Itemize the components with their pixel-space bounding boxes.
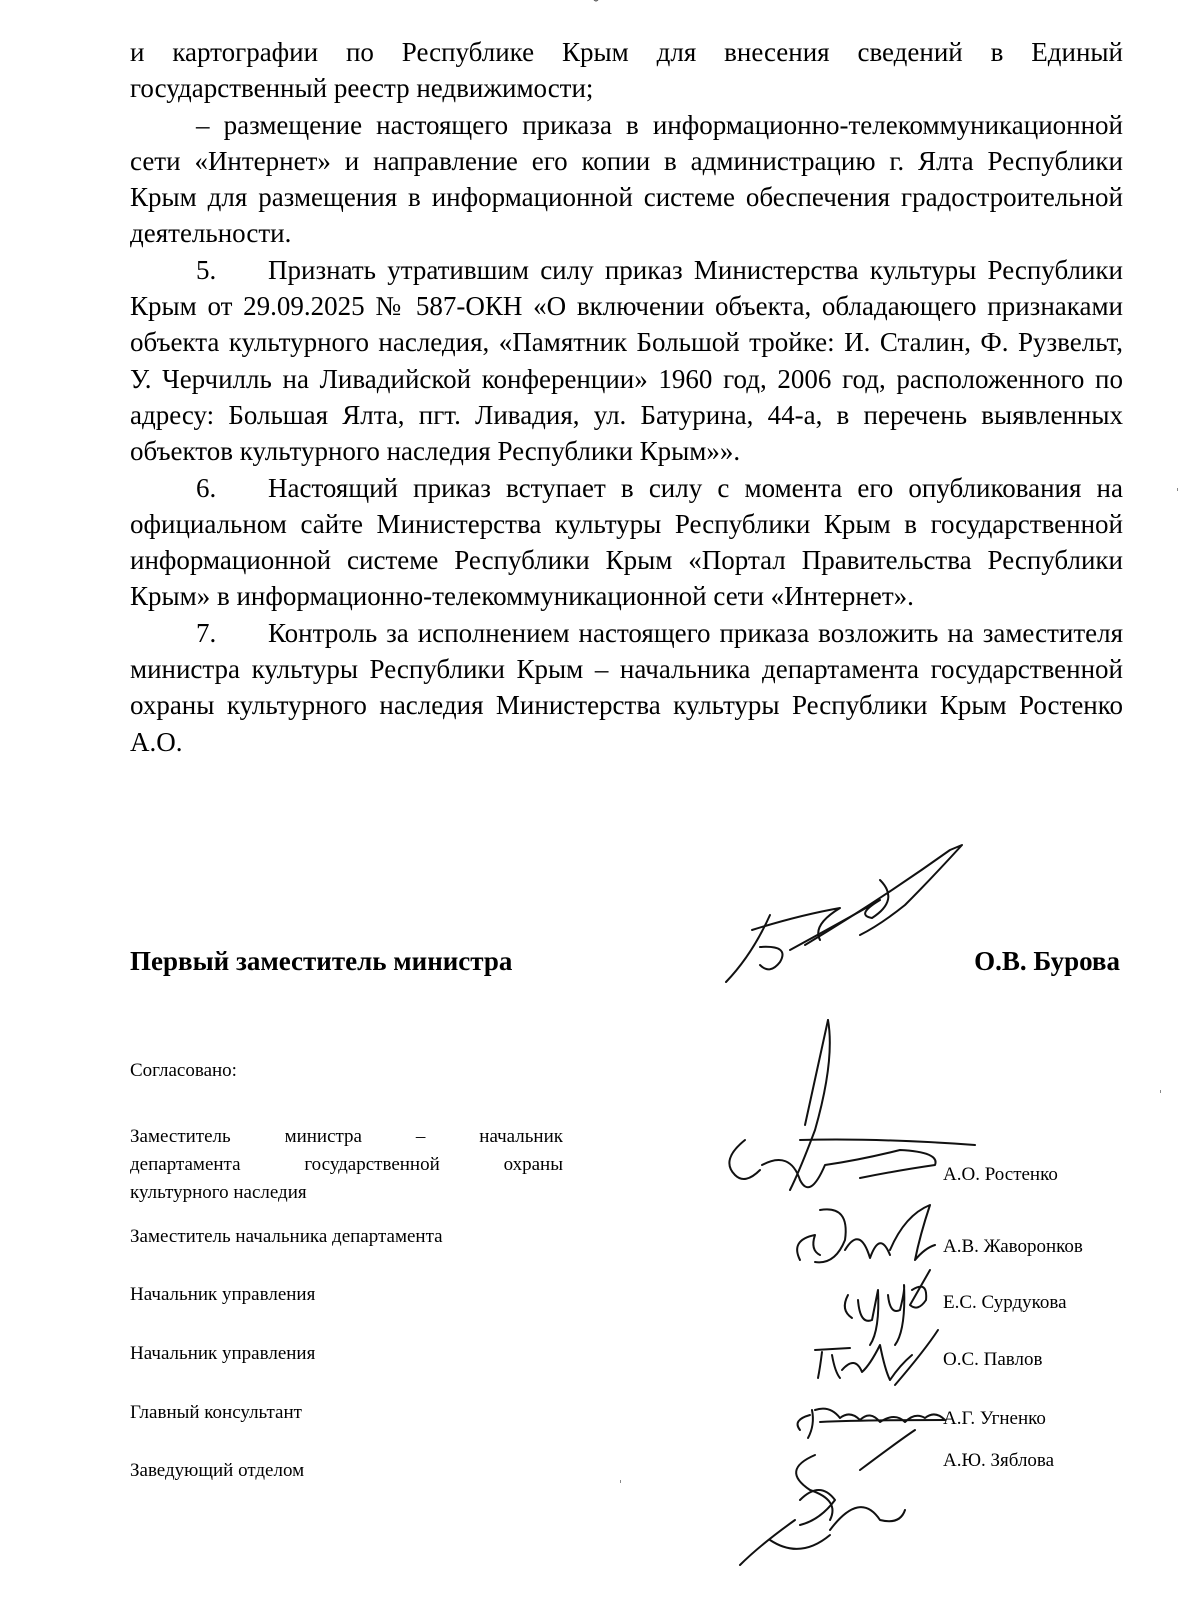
approver-position (130, 1123, 563, 1207)
item-number: 5. (196, 254, 217, 285)
approver-name: А.Ю. Зяблова (943, 1450, 1055, 1471)
signature-burova (726, 845, 962, 982)
paragraph-internet-publication: – размещение настоящего приказа в информационно-телекоммуникационной сети «Интернет» и направление его копии в администрацию г. Ялта Республики Крым для размещения в информационной системе обеспечения градостроительной деятельности. (130, 109, 1123, 249)
position-line: культурного наследия (130, 1182, 307, 1203)
item-number: 7. (196, 617, 217, 648)
item-text: Настоящий приказ вступает в силу с момента его опубликования на официальном сайте Министерства культуры Республики Крым в государственной информационной системе Республики Крым «Портал Правительства Республики Крым» в информационно-телекоммуникационной сети «Интернет». (130, 472, 1123, 612)
approver-position: Заместитель начальника департамента (130, 1226, 443, 1247)
position-word: начальник (479, 1126, 563, 1147)
scan-mark (620, 1480, 621, 1483)
approver-name: А.О. Ростенко (943, 1164, 1058, 1185)
approver-name: А.В. Жаворонков (943, 1236, 1083, 1257)
position-word: государственной (304, 1154, 440, 1175)
position-word: – (415, 1126, 426, 1147)
item-text: Признать утратившим силу приказ Министерства культуры Республики Крым от 29.09.2025 № 587-ОКН «О включении объекта, обладающего признаками объекта культурного наследия, «Памятник Большой тройке: И. Сталин, Ф. Рузвельт, У. Черчилль на Ливадийской конференции» 1960 год, 2006 год, расположенного по адресу: Большая Ялта, пгт. Ливадия, ул. Батурина, 44-а, в перечень выявленных объектов культурного наследия Республики Крым»». (130, 254, 1123, 467)
signature-zhavoronkov (797, 1205, 935, 1262)
signature-surdukova (845, 1270, 930, 1345)
signatory-title: Первый заместитель министра (130, 946, 513, 976)
scan-mark (1177, 488, 1178, 491)
scan-mark (1160, 1090, 1161, 1093)
approver-position: Заведующий отделом (130, 1460, 305, 1481)
approval-heading: Согласовано: (130, 1060, 237, 1081)
paragraph-registry: и картографии по Республике Крым для внесения сведений в Единый государственный реестр недвижимости; (130, 37, 1123, 104)
approver-position: Главный консультант (130, 1402, 302, 1423)
signature-pavlov (815, 1330, 938, 1385)
position-word: министра (284, 1126, 362, 1147)
signatory-name: О.В. Бурова (974, 946, 1120, 976)
approver-name: О.С. Павлов (943, 1349, 1043, 1370)
approver-name: Е.С. Сурдукова (943, 1292, 1067, 1313)
approver-position: Начальник управления (130, 1284, 316, 1305)
signature-zyablova (740, 1430, 915, 1565)
item-number: 6. (196, 472, 217, 503)
position-word: департамента (130, 1154, 241, 1175)
item-text: Контроль за исполнением настоящего приказа возложить на заместителя министра культуры Республики Крым – начальника департамента государственной охраны культурного наследия Министерства культуры Республики Крым Ростенко А.О. (130, 617, 1123, 757)
paragraph-item-5 (130, 252, 1123, 470)
approver-name: А.Г. Угненко (943, 1408, 1046, 1429)
paragraph-item-6 (130, 470, 1123, 615)
order-body (130, 34, 1123, 760)
page-number-fragment (591, 0, 601, 4)
position-line (130, 1151, 563, 1179)
position-word: охраны (503, 1154, 563, 1175)
signature-rostenko (729, 1020, 975, 1190)
paragraph-item-7 (130, 615, 1123, 760)
approver-position: Начальник управления (130, 1343, 316, 1364)
signature-ugnenko (798, 1409, 945, 1438)
position-line (130, 1123, 563, 1151)
position-word: Заместитель (130, 1126, 231, 1147)
